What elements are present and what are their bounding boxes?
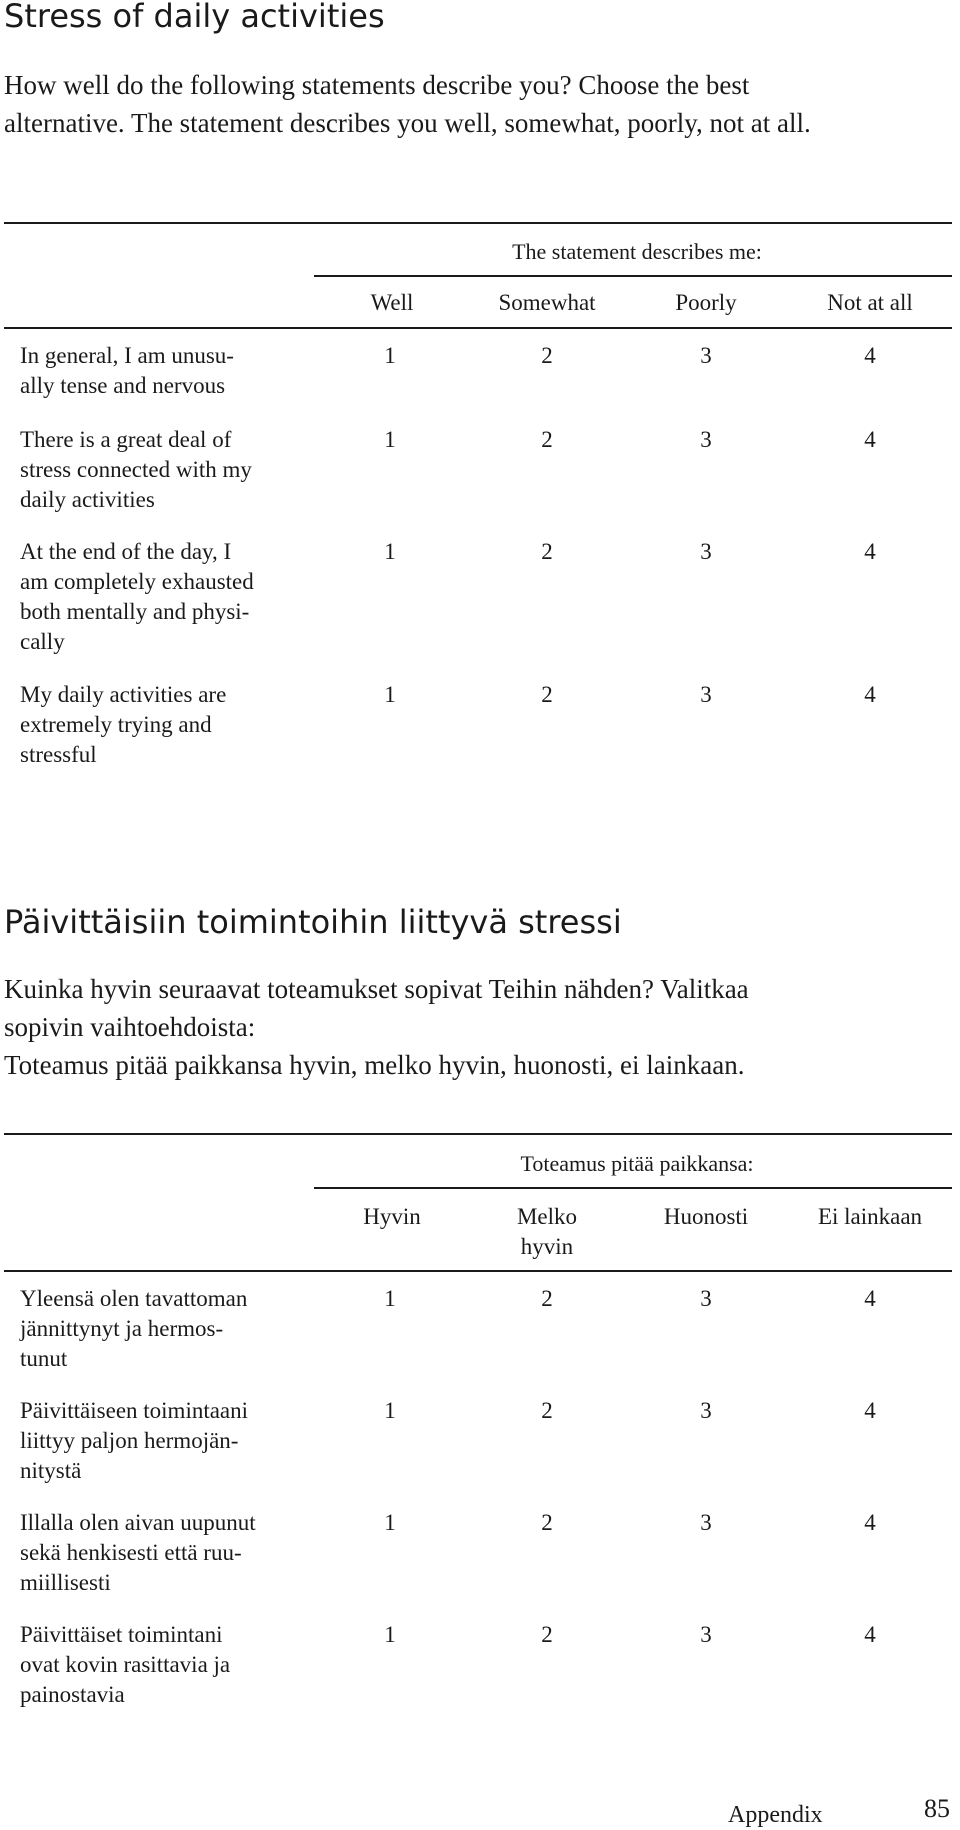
score-option[interactable]: 2: [541, 427, 553, 452]
score-option[interactable]: 2: [541, 1286, 553, 1311]
score-option[interactable]: 3: [700, 1286, 712, 1311]
score-option[interactable]: 3: [700, 427, 712, 452]
score-option[interactable]: 1: [384, 343, 396, 368]
intro-text-fi: [4, 970, 944, 1084]
group-header-rule: [314, 1187, 952, 1189]
score-option[interactable]: 4: [864, 1510, 876, 1535]
score-option[interactable]: 4: [864, 427, 876, 452]
score-option[interactable]: 1: [384, 1398, 396, 1423]
score-option[interactable]: 1: [384, 1510, 396, 1535]
column-group-header: Toteamus pitää paikkansa:: [520, 1151, 754, 1176]
score-option[interactable]: 3: [700, 1510, 712, 1535]
column-header: Huonosti: [663, 1204, 749, 1229]
score-option[interactable]: 4: [864, 682, 876, 707]
item-statement: At the end of the day, I am completely exhausted both mentally and physi- cally: [20, 539, 254, 654]
intro-text-en: [4, 66, 944, 142]
item-statement: Illalla olen aivan uupunut sekä henkisesti että ruu- miillisesti: [20, 1510, 256, 1595]
score-option[interactable]: 3: [700, 682, 712, 707]
table-top-rule: [4, 222, 952, 224]
column-header: Somewhat: [498, 290, 596, 315]
score-option[interactable]: 2: [541, 1398, 553, 1423]
section-title-fi: Päivittäisiin toimintoihin liittyvä stressi: [4, 903, 622, 941]
score-option[interactable]: 3: [700, 343, 712, 368]
header-bottom-rule: [4, 327, 952, 329]
score-option[interactable]: 2: [541, 343, 553, 368]
score-option[interactable]: 4: [864, 343, 876, 368]
score-option[interactable]: 1: [384, 1622, 396, 1647]
column-header: Ei lainkaan: [817, 1204, 923, 1229]
footer-section-label: Appendix: [728, 1802, 823, 1828]
score-option[interactable]: 2: [541, 539, 553, 564]
score-option[interactable]: 4: [864, 1286, 876, 1311]
page-number: 85: [924, 1794, 950, 1823]
score-option[interactable]: 3: [700, 1622, 712, 1647]
item-statement: Päivittäiseen toimintaani liittyy paljon hermojän- nitystä: [20, 1398, 249, 1483]
item-statement: Päivittäiset toimintani ovat kovin rasittavia ja painostavia: [20, 1622, 231, 1707]
column-header: Well: [370, 290, 414, 315]
score-option[interactable]: 1: [384, 427, 396, 452]
score-option[interactable]: 3: [700, 539, 712, 564]
intro-line: sopivin vaihtoehdoista:: [4, 1012, 256, 1042]
intro-line: How well do the following statements describe you? Choose the best: [4, 70, 750, 100]
score-option[interactable]: 4: [864, 1398, 876, 1423]
header-bottom-rule: [4, 1270, 952, 1272]
intro-line: alternative. The statement describes you well, somewhat, poorly, not at all.: [4, 108, 811, 138]
score-option[interactable]: 2: [541, 1510, 553, 1535]
score-option[interactable]: 2: [541, 1622, 553, 1647]
intro-line: Toteamus pitää paikkansa hyvin, melko hyvin, huonosti, ei lainkaan.: [4, 1050, 745, 1080]
score-option[interactable]: 1: [384, 539, 396, 564]
intro-line: Kuinka hyvin seuraavat toteamukset sopivat Teihin nähden? Valitkaa: [4, 974, 749, 1004]
item-statement: There is a great deal of stress connected with my daily activities: [20, 427, 252, 512]
item-statement: In general, I am unusu- ally tense and nervous: [20, 343, 234, 398]
table-top-rule: [4, 1133, 952, 1135]
section-title-en: Stress of daily activities: [4, 0, 385, 35]
column-header: Melko hyvin: [516, 1204, 578, 1259]
column-header: Not at all: [827, 290, 913, 315]
column-header: Hyvin: [363, 1204, 421, 1229]
item-statement: My daily activities are extremely trying and stressful: [20, 682, 227, 767]
group-header-rule: [314, 275, 952, 277]
item-statement: Yleensä olen tavattoman jännittynyt ja hermos- tunut: [20, 1286, 248, 1371]
column-header: Poorly: [675, 290, 737, 315]
score-option[interactable]: 1: [384, 1286, 396, 1311]
score-option[interactable]: 4: [864, 539, 876, 564]
score-option[interactable]: 4: [864, 1622, 876, 1647]
score-option[interactable]: 3: [700, 1398, 712, 1423]
score-option[interactable]: 2: [541, 682, 553, 707]
score-option[interactable]: 1: [384, 682, 396, 707]
column-group-header: The statement describes me:: [512, 239, 762, 264]
